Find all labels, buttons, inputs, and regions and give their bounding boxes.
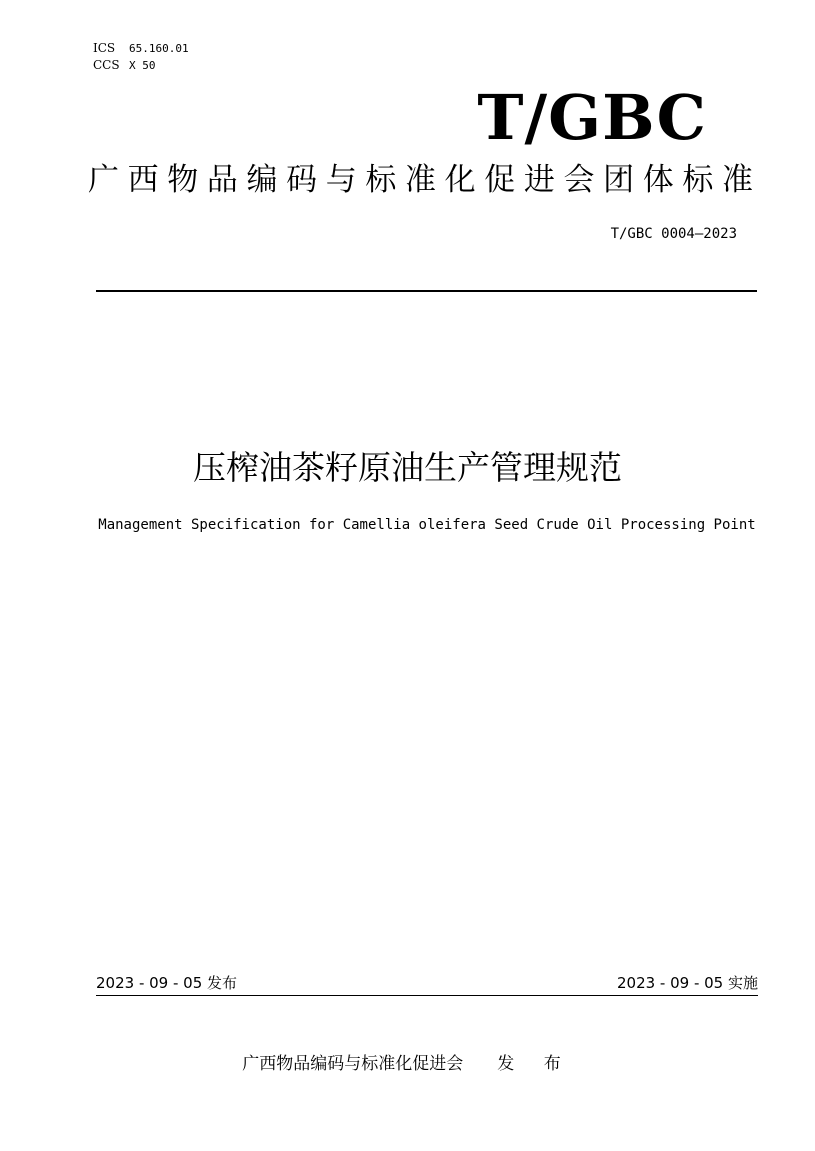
standard-number: T/GBC 0004—2023 bbox=[610, 226, 737, 242]
implement-date: 2023 - 09 - 05 实施 bbox=[616, 974, 758, 992]
publish-date: 2023 - 09 - 05 发布 bbox=[96, 974, 238, 992]
ics-value: 65.160.01 bbox=[129, 42, 189, 55]
ccs-line bbox=[93, 57, 189, 74]
publisher-line bbox=[0, 1052, 815, 1076]
bottom-divider bbox=[96, 995, 758, 996]
classification-codes bbox=[93, 40, 189, 74]
ccs-value: X 50 bbox=[129, 59, 156, 72]
organization-title: 广西物品编码与标准化促进会团体标准 bbox=[88, 162, 753, 198]
document-title-en: Management Specification for Camellia oleifera Seed Crude Oil Processing Point bbox=[98, 517, 756, 533]
publisher-action: 发 布 bbox=[497, 1054, 573, 1074]
top-divider bbox=[96, 290, 757, 292]
ccs-label: CCS bbox=[93, 58, 120, 72]
standard-logo: T/GBC bbox=[477, 81, 707, 154]
ics-line bbox=[93, 40, 189, 57]
ics-label: ICS bbox=[93, 41, 116, 55]
document-title-cn: 压榨油茶籽原油生产管理规范 bbox=[193, 448, 622, 487]
publisher-name: 广西物品编码与标准化促进会 bbox=[242, 1054, 464, 1074]
